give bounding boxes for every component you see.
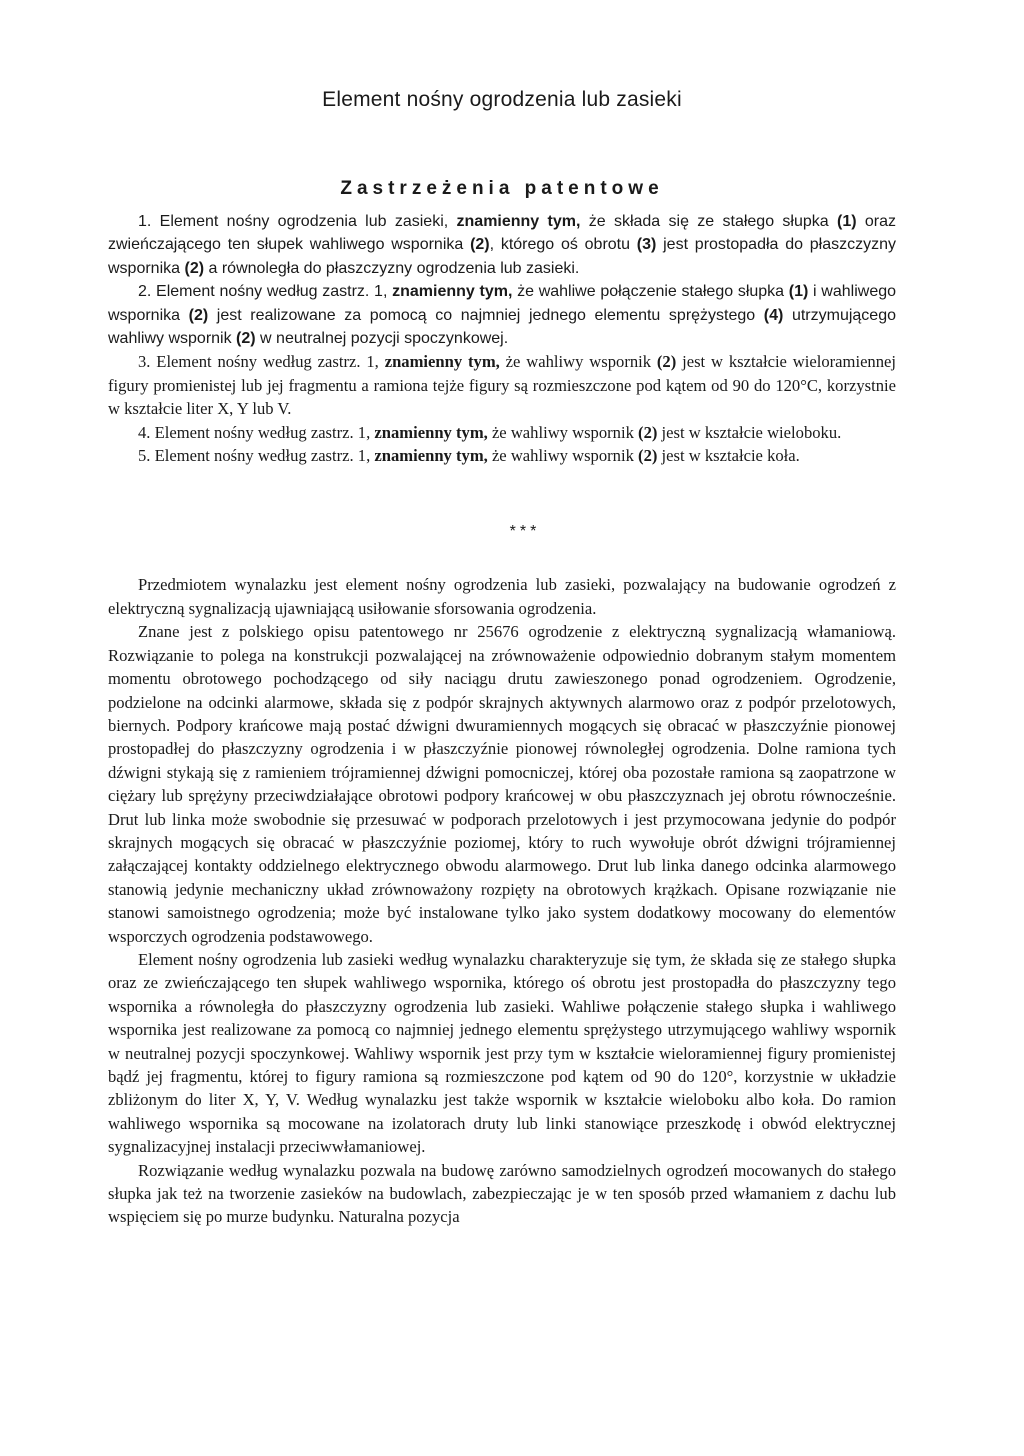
claims-list [108, 210, 896, 467]
claim-text: 3. Element nośny według zastrz. 1, [138, 352, 385, 372]
claim-emphasis: (2) [470, 236, 490, 254]
claim-text: że składa się ze stałego słupka [580, 213, 837, 230]
claim-emphasis: (1) [837, 213, 857, 230]
claim-4 [108, 421, 896, 444]
claim-emphasis: znamienny tym, [374, 422, 488, 442]
claim-emphasis: znamienny tym, [384, 352, 500, 372]
claim-emphasis: (2) [638, 446, 658, 466]
claim-text: jest w kształcie wieloboku. [657, 422, 842, 442]
claim-text: że wahliwy wspornik [487, 446, 639, 466]
description-paragraph-1: Przedmiotem wynalazku jest element nośny ogrodzenia lub zasieki, pozwalający na budowanie ogrodzeń z elektryczną sygnalizacją ujawniającą usiłowanie sforsowania ogrodzenia. [108, 575, 896, 618]
document-title: Element nośny ogrodzenia lub zasieki [322, 88, 682, 111]
claim-emphasis: (2) [638, 422, 658, 442]
claim-text: w neutralnej pozycji spoczynkowej. [255, 330, 509, 348]
claim-text: 5. Element nośny według zastrz. 1, [138, 446, 375, 466]
claim-3 [108, 350, 896, 420]
claim-text: że wahliwy wspornik [499, 352, 657, 372]
claim-emphasis: (4) [763, 306, 784, 324]
claim-text: i wahliwego wspornika [108, 283, 897, 324]
claim-emphasis: znamienny tym, [374, 446, 488, 466]
claim-text: 4. Element nośny według zastrz. 1, [138, 422, 375, 442]
claim-emphasis: (2) [656, 352, 677, 372]
claim-1 [108, 210, 896, 280]
claim-text: , którego oś obrotu [489, 236, 637, 254]
claim-emphasis: (1) [788, 283, 809, 301]
description-paragraph-3: Element nośny ogrodzenia lub zasieki według wynalazku charakteryzuje się tym, że składa się ze stałego słupka oraz ze zwieńczającego ten słupek wahliwego wspornika, którego oś obrotu jest prostopadła do płaszczyzny tego wspornika a równoległa do płaszczyzny ogrodzenia lub zasieki. Wahliwe połączenie stałego słupka i wahliwego wspornika jest realizowane za pomocą co najmniej jednego elementu sprężystego utrzymującego wahliwy wspornik w neutralnej pozycji spoczynkowej. Wahliwy wspornik jest przy tym w kształcie wieloramiennej figury promienistej bądź jej fragmentu, której to figury ramiona są rozmieszczone pod kątem od 90 do 120°, korzystnie w układzie zbliżonym do liter X, Y, V. Według wynalazku jest także wspornik w kształcie wieloboku albo koła. Do ramion wahliwego wspornika są mocowane na izolatorach druty lub linki stanowiące przeszkodę i obwód elektrycznej sygnalizacyjnej instalacji przeciwwłamaniowej. [108, 949, 896, 1157]
claim-emphasis: (2) [188, 306, 209, 324]
section-separator: *** [509, 523, 541, 541]
claim-text: jest w kształcie koła. [657, 446, 800, 466]
claim-emphasis: (3) [636, 236, 657, 254]
claim-text: że wahliwe połączenie stałego słupka [512, 283, 789, 301]
claim-emphasis: znamienny tym, [392, 283, 513, 301]
claim-text: 1. Element nośny ogrodzenia lub zasieki, [138, 213, 457, 230]
claim-emphasis: (2) [236, 330, 256, 348]
claim-text: utrzymującego wahliwy wspornik [108, 306, 897, 348]
claim-text: a równoległa do płaszczyzny ogrodzenia lub zasieki. [204, 259, 580, 277]
claim-text: 2. Element nośny według zastrz. 1, [138, 283, 393, 301]
claim-5 [108, 444, 896, 467]
claim-text: oraz zwieńczającego ten słupek wahliwego wspornika [108, 213, 897, 254]
claim-emphasis: (2) [184, 259, 205, 277]
claim-text: jest w kształcie wieloramiennej figury promienistej lub jej fragmentu a ramiona tejże figury są rozmieszczone pod kątem od 90 do 120°C, korzystnie w kształcie liter X, Y lub V. [108, 352, 896, 419]
patent-page [108, 88, 896, 1229]
claim-emphasis: znamienny tym, [456, 213, 581, 230]
claim-text: że wahliwy wspornik [487, 422, 639, 442]
description-paragraph-2: Znane jest z polskiego opisu patentowego nr 25676 ogrodzenie z elektryczną sygnalizacją włamaniową. Rozwiązanie to polega na konstrukcji pozwalającej na zrównoważenie odpowiednio dobranym stałym momentem momentu obrotowego pochodzącego od siły naciągu drutu zawieszonego ponad ogrodzeniem. Ogrodzenie, podzielone na odcinki alarmowe, składa się z podpór skrajnych aktywnych alarmowo oraz z podpór przelotowych, biernych. Podpory krańcowe mają postać dźwigni dwuramiennych mogących się obracać w płaszczyźnie pionowej prostopadłej do płaszczyzny ogrodzenia i w płaszczyźnie pionowej równoległej ogrodzenia. Dolne ramiona tych dźwigni stykają się z ramieniem trójramiennej dźwigni pomocniczej, której oba pozostałe ramiona są zaopatrzone w ciężary lub sprężyny przeciwdziałające obrotowi podpory krańcowej w obu płaszczyznach jej obrotu równocześnie. Drut lub linka może swobodnie się przesuwać w podporach przelotowych i jest przymocowana jedynie do podpór skrajnych mogących się obracać w płaszczyźnie poziomej, który to ruch wywołuje obrót dźwigni trójramiennej załączającej kontakty oddzielnego elektrycznego obwodu alarmowego. Drut lub linka danego odcinka alarmowego stanowią jedynie mechaniczny układ zrównoważony rozpięty na obrotowych krążkach. Opisane rozwiązanie nie stanowi samoistnego ogrodzenia; może być instalowane tylko jako system dodatkowy mocowany do elementów wsporczych ogrodzenia podstawowego. [108, 622, 896, 946]
description-body [108, 573, 896, 1228]
description-paragraph-4: Rozwiązanie według wynalazku pozwala na budowę zarówno samodzielnych ogrodzeń mocowanych do stałego słupka jak też na tworzenie zasieków na budowlach, zabezpieczając je w ten sposób przed włamaniem z dachu lub wspięciem się po murze budynku. Naturalna pozycja [108, 1160, 896, 1227]
claim-2 [108, 280, 896, 350]
claim-text: jest prostopadła do płaszczyzny wspornika [108, 236, 897, 277]
claim-text: jest realizowane za pomocą co najmniej jednego elementu sprężystego [208, 306, 764, 324]
claims-heading: Zastrzeżenia patentowe [340, 178, 664, 199]
